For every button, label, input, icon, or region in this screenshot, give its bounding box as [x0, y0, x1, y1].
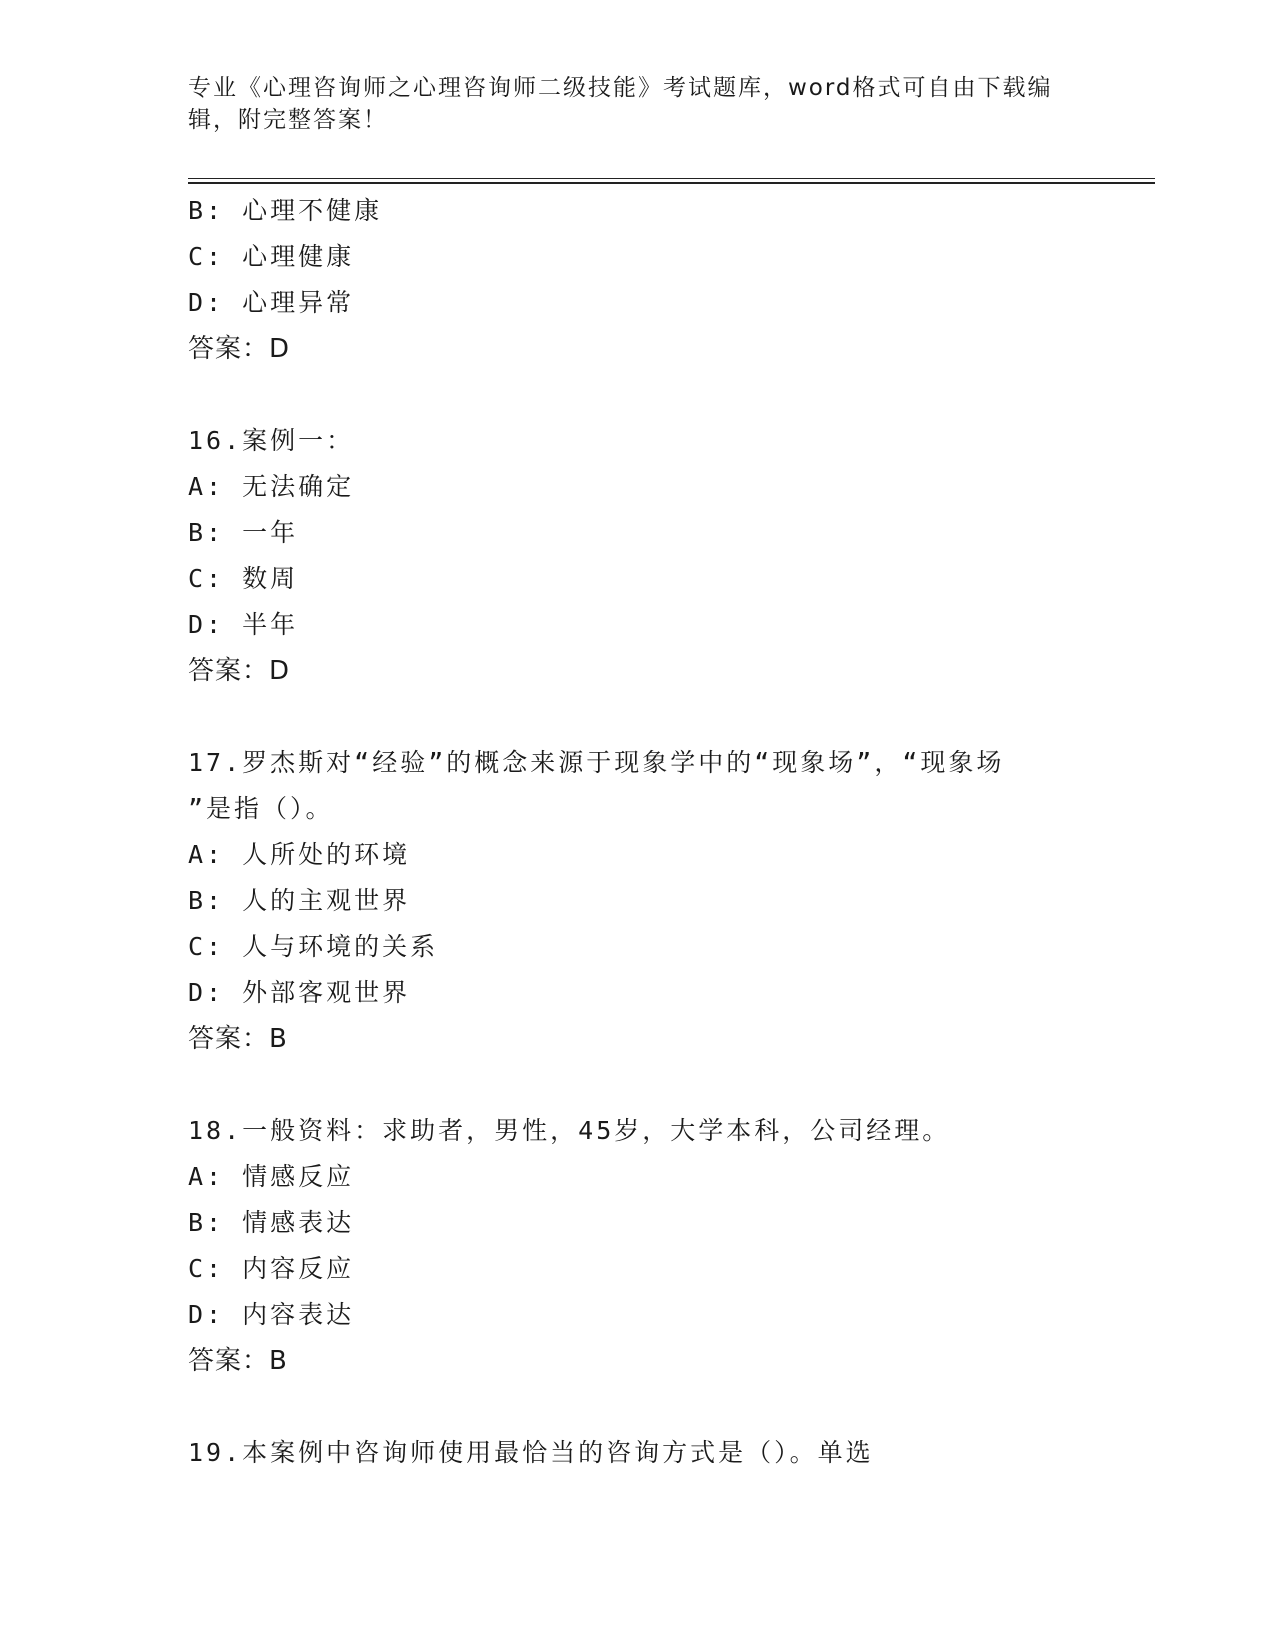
- question-line: C: 内容反应: [188, 1254, 355, 1283]
- question-line: D: 内容表达: [188, 1300, 355, 1329]
- question-line: B: 一年: [188, 518, 299, 547]
- question-list: [188, 188, 1155, 1476]
- block-spacer: [188, 1384, 1155, 1430]
- question-line: A: 情感反应: [188, 1162, 355, 1191]
- answer-line: 答案：D: [188, 334, 291, 364]
- question-block: [188, 188, 1155, 372]
- document-header: 专业《心理咨询师之心理咨询师二级技能》考试题库，word格式可自由下载编辑，附完整答案！: [188, 75, 1053, 133]
- question-line: 16.案例一：: [188, 426, 355, 455]
- question-line: B: 人的主观世界: [188, 886, 411, 915]
- question-line: 18.一般资料：求助者，男性，45岁，大学本科，公司经理。: [188, 1116, 951, 1145]
- question-block: [188, 1430, 1155, 1476]
- question-line: ”是指（）。: [188, 794, 334, 823]
- answer-line: 答案：B: [188, 1346, 288, 1376]
- question-line: A: 人所处的环境: [188, 840, 411, 869]
- question-line: 17.罗杰斯对“经验”的概念来源于现象学中的“现象场”，“现象场: [188, 748, 1005, 777]
- question-line: C: 人与环境的关系: [188, 932, 439, 961]
- question-line: D: 心理异常: [188, 288, 355, 317]
- question-block: [188, 1108, 1155, 1384]
- question-block: [188, 418, 1155, 694]
- answer-line: 答案：D: [188, 656, 291, 686]
- question-block: [188, 740, 1155, 1062]
- question-line: B: 心理不健康: [188, 196, 383, 225]
- question-line: C: 数周: [188, 564, 299, 593]
- header-rule-thin: [188, 178, 1155, 179]
- question-line: D: 外部客观世界: [188, 978, 411, 1007]
- block-spacer: [188, 694, 1155, 740]
- question-line: A: 无法确定: [188, 472, 355, 501]
- question-line: 19.本案例中咨询师使用最恰当的咨询方式是（）。单选: [188, 1438, 874, 1467]
- block-spacer: [188, 372, 1155, 418]
- header-rule-thick: [188, 182, 1155, 184]
- question-line: D: 半年: [188, 610, 299, 639]
- block-spacer: [188, 1062, 1155, 1108]
- question-line: C: 心理健康: [188, 242, 355, 271]
- answer-line: 答案：B: [188, 1024, 288, 1054]
- question-line: B: 情感表达: [188, 1208, 355, 1237]
